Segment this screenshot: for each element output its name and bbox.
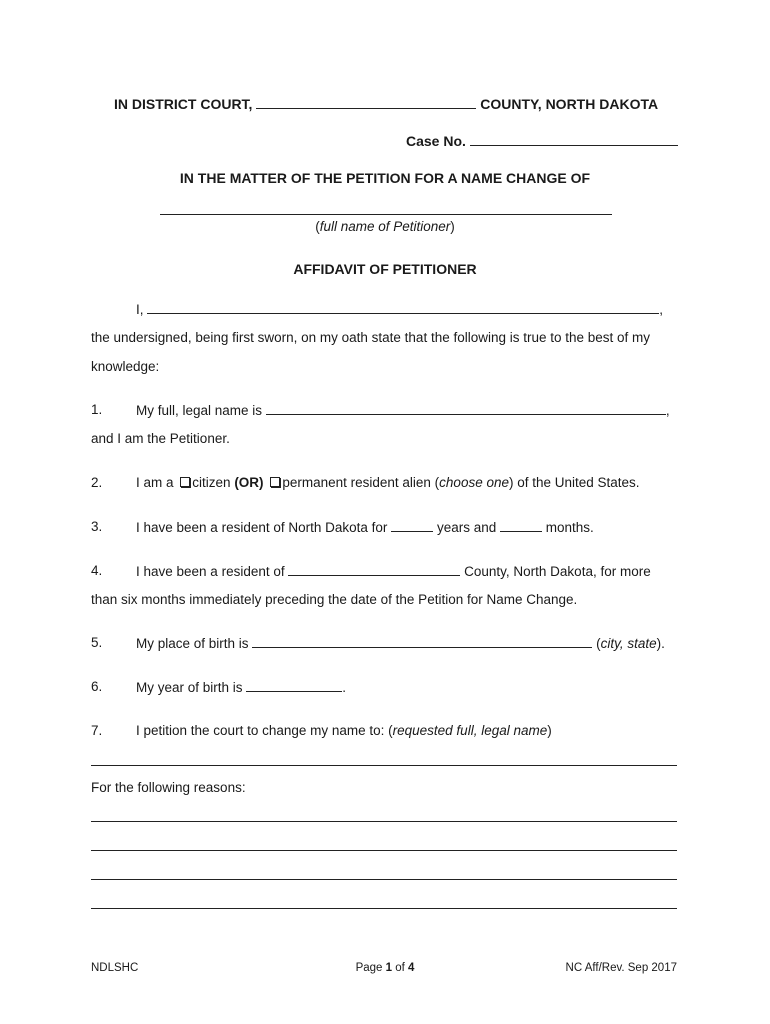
item-1-number: 1. [91,402,103,417]
years-blank[interactable] [391,519,433,532]
footer-org: NDLSHC [91,962,139,974]
full-name-caption: (full name of Petitioner) [315,219,455,234]
item-4-number: 4. [91,563,103,578]
reason-line-1[interactable] [91,821,677,822]
reason-line-3[interactable] [91,879,677,880]
oath-line-2: knowledge: [91,359,160,374]
item-1: My full, legal name is , [136,403,670,418]
item-1-continued: and I am the Petitioner. [91,431,230,446]
year-of-birth-blank[interactable] [246,679,342,692]
affidavit-title: AFFIDAVIT OF PETITIONER [293,261,477,277]
reasons-label: For the following reasons: [91,780,246,795]
place-of-birth-blank[interactable] [252,635,592,648]
i-line: I, , [136,302,664,317]
item-2: I am a citizen (OR) permanent resident alien (choose one) of the United States. [136,475,640,490]
item-4: I have been a resident of County, North Dakota, for more [136,564,651,579]
requested-name-blank[interactable] [91,765,677,766]
item-5-number: 5. [91,635,103,650]
months-blank[interactable] [500,519,542,532]
legal-name-blank[interactable] [266,402,666,415]
county-blank[interactable] [256,96,476,109]
item-3: I have been a resident of North Dakota for years and months. [136,520,594,535]
oath-line-1: the undersigned, being first sworn, on my oath state that the following is true to the best of my [91,330,651,345]
page-number: Page 1 of 4 [355,962,415,974]
affiant-name-blank[interactable] [147,301,659,314]
case-number-blank[interactable] [470,133,678,146]
item-5: My place of birth is (city, state). [136,636,665,651]
case-number-line: Case No. [406,133,678,149]
reason-line-2[interactable] [91,850,677,851]
resident-alien-checkbox[interactable] [270,477,280,487]
petitioner-name-blank[interactable] [160,214,612,215]
item-3-number: 3. [91,519,103,534]
citizen-checkbox[interactable] [180,477,190,487]
footer-revision: NC Aff/Rev. Sep 2017 [565,962,677,974]
item-6: My year of birth is . [136,680,347,695]
item-2-number: 2. [91,475,103,490]
item-7: I petition the court to change my name to: (requested full, legal name) [136,723,552,738]
item-6-number: 6. [91,679,103,694]
item-4-continued: than six months immediately preceding the date of the Petition for Name Change. [91,592,578,607]
court-heading: IN DISTRICT COURT, COUNTY, NORTH DAKOTA [114,96,659,112]
county-of-residence-blank[interactable] [288,563,460,576]
matter-title: IN THE MATTER OF THE PETITION FOR A NAME CHANGE OF [179,170,591,186]
reason-line-4[interactable] [91,908,677,909]
item-7-number: 7. [91,723,103,738]
